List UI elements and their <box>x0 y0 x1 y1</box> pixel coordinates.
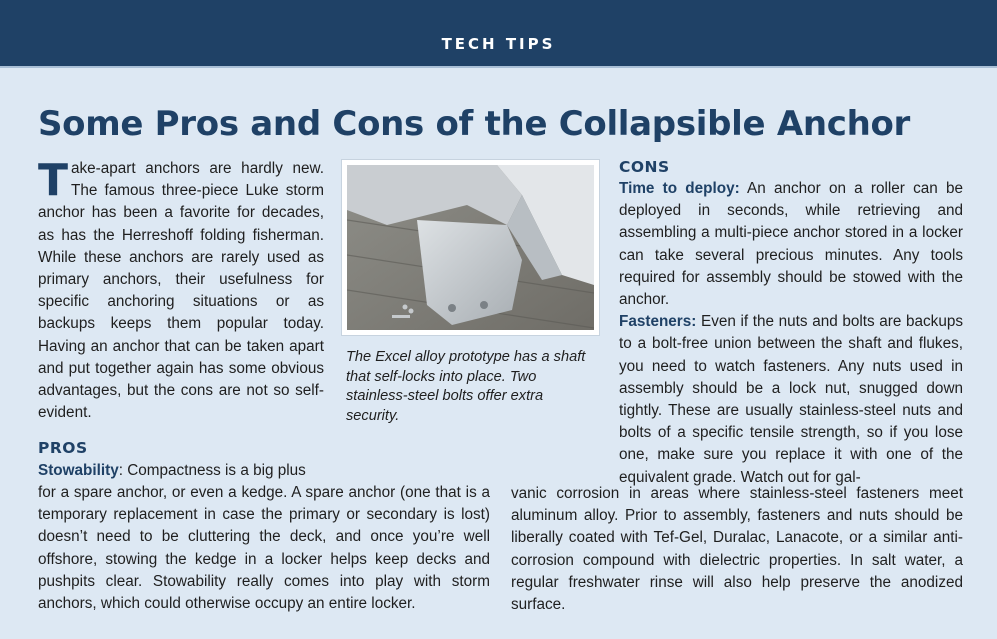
header-bar <box>0 0 997 68</box>
photo-caption: The Excel alloy prototype has a shaft that self-locks into place. Two stainless-steel bolts offer extra security. <box>346 349 586 424</box>
cons-item-time-to-deploy <box>619 178 963 311</box>
cons-text: An anchor on a roller can be deployed in seconds, while retrieving and assembling a multi-piece anchor stored in a locker can take several precious minutes. Any tools required for assembly should be stowed with the anchor. <box>619 180 963 309</box>
cons-body <box>619 178 963 489</box>
section-label: TECH TIPS <box>441 35 556 53</box>
cons-item-fasteners <box>619 311 963 489</box>
pros-heading: PROS <box>38 439 88 457</box>
drop-cap: T <box>38 155 69 206</box>
cons-term: Fasteners: <box>619 313 697 331</box>
cons-text: Even if the nuts and bolts are backups to a bolt-free union between the shaft and flukes, you need to watch fasteners. Any nuts used in assembly should be a lock nut, snugged down tightly. These are usually stainless-steel nuts and bolts of a specific tensile strength, so if you lose one, make sure you replace it with one of the equivalent grade. Watch out for gal- <box>619 313 963 486</box>
anchor-photo-icon <box>347 165 594 330</box>
pros-term: Stowability <box>38 462 119 479</box>
article-title: Some Pros and Cons of the Collapsible Anchor <box>38 104 911 144</box>
pros-item-stowability <box>38 460 306 482</box>
cons-term: Time to deploy: <box>619 180 740 197</box>
cons-text-continued: vanic corrosion in areas where stainless-steel fasteners meet aluminum alloy. Prior to assembly, fasteners and nuts should be liberally coated with Tef-Gel, Duralac, Lanacote, or a similar anti-corrosion compound with dielectric properties. In salt water, a regular freshwater rinse will also help preserve the anodized surface. <box>511 485 963 614</box>
intro-paragraph <box>38 155 324 424</box>
intro-text: ake-apart anchors are hardly new. The famous three-piece Luke storm anchor has been a favorite for decades, as has the Herreshoff folding fisherman. While these anchors are rarely used as primary anchors, their usefulness for specific anchoring situations or as backups keeps them popular today. Having an anchor that can be taken apart and put together again has some obvious advantages, but the cons are not so self-evident. <box>38 160 324 422</box>
pros-text: for a spare anchor, or even a kedge. A spare anchor (one that is a temporary replacement in case the primary or secondary is lost) doesn’t need to be cluttering the deck, and once you’re well offshore, stowing the kedge in a locker helps keep decks and pushpits clear. Stowability really comes into play with storm anchors, which could otherwise occupy an entire locker. <box>38 484 490 613</box>
pros-body <box>38 482 490 615</box>
pros-lead: : Compactness is a big plus <box>118 462 306 479</box>
cons-continued <box>511 483 963 616</box>
cons-heading: CONS <box>619 158 670 176</box>
anchor-photo <box>342 160 599 335</box>
